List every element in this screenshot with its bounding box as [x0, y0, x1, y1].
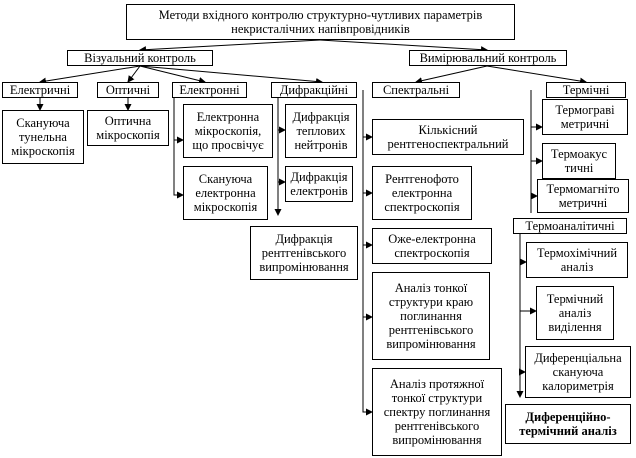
root-node: Методи вхідного контролю структурно-чутливих параметрів некристалічних напівпровідників — [126, 4, 515, 40]
evolved-gas-analysis-node: Термічний аналіз виділення — [536, 286, 614, 340]
dta-node: Диференційно- термічний аналіз — [505, 404, 631, 444]
xanes-node: Аналіз тонкої структури краю поглинання рентгенівського випромінювання — [372, 272, 490, 360]
dsc-node: Диференціальна скануюча калориметрія — [525, 346, 631, 398]
stm-node: Скануюча тунельна мікроскопія — [2, 110, 84, 164]
optical-microscopy-node: Оптична мікроскопія — [87, 110, 169, 146]
diffraction-node: Дифракційні — [271, 82, 357, 98]
neutron-diffraction-node: Дифракція теплових нейтронів — [285, 104, 357, 158]
tem-node: Електронна мікроскопія, що просвічує — [183, 104, 273, 158]
electronic-node: Електронні — [172, 82, 247, 98]
measuring-control-node: Вимірювальний контроль — [409, 50, 567, 66]
thermochemical-node: Термохімічний аналіз — [526, 242, 628, 278]
electric-node: Електричні — [2, 82, 78, 98]
thermomagnetometry-node: Термомагніто метричні — [537, 179, 629, 213]
optical-node: Оптичні — [97, 82, 159, 98]
exafs-node: Аналіз протяжної тонкої структури спектру поглинання рентгенівського випромінювання — [372, 368, 502, 456]
thermoanalytic-node: Термоаналітичні — [513, 218, 627, 234]
xray-spectral-node: Кількісний рентгеноспектральний — [372, 119, 524, 155]
visual-control-node: Візуальний контроль — [67, 50, 213, 66]
thermal-node: Термічні — [546, 82, 626, 98]
xps-node: Рентгенофото електронна спектроскопія — [372, 166, 472, 220]
sem-node: Скануюча електронна мікроскопія — [183, 166, 268, 220]
spectral-node: Спектральні — [372, 82, 460, 98]
thermogravimetry-node: Термограві метричні — [542, 99, 628, 135]
thermoacoustic-node: Термоакус тичні — [542, 143, 616, 179]
auger-node: Оже-електронна спектроскопія — [372, 228, 492, 264]
electron-diffraction-node: Дифракція електронів — [285, 166, 353, 202]
xray-diffraction-node: Дифракція рентгенівського випромінювання — [250, 226, 358, 280]
